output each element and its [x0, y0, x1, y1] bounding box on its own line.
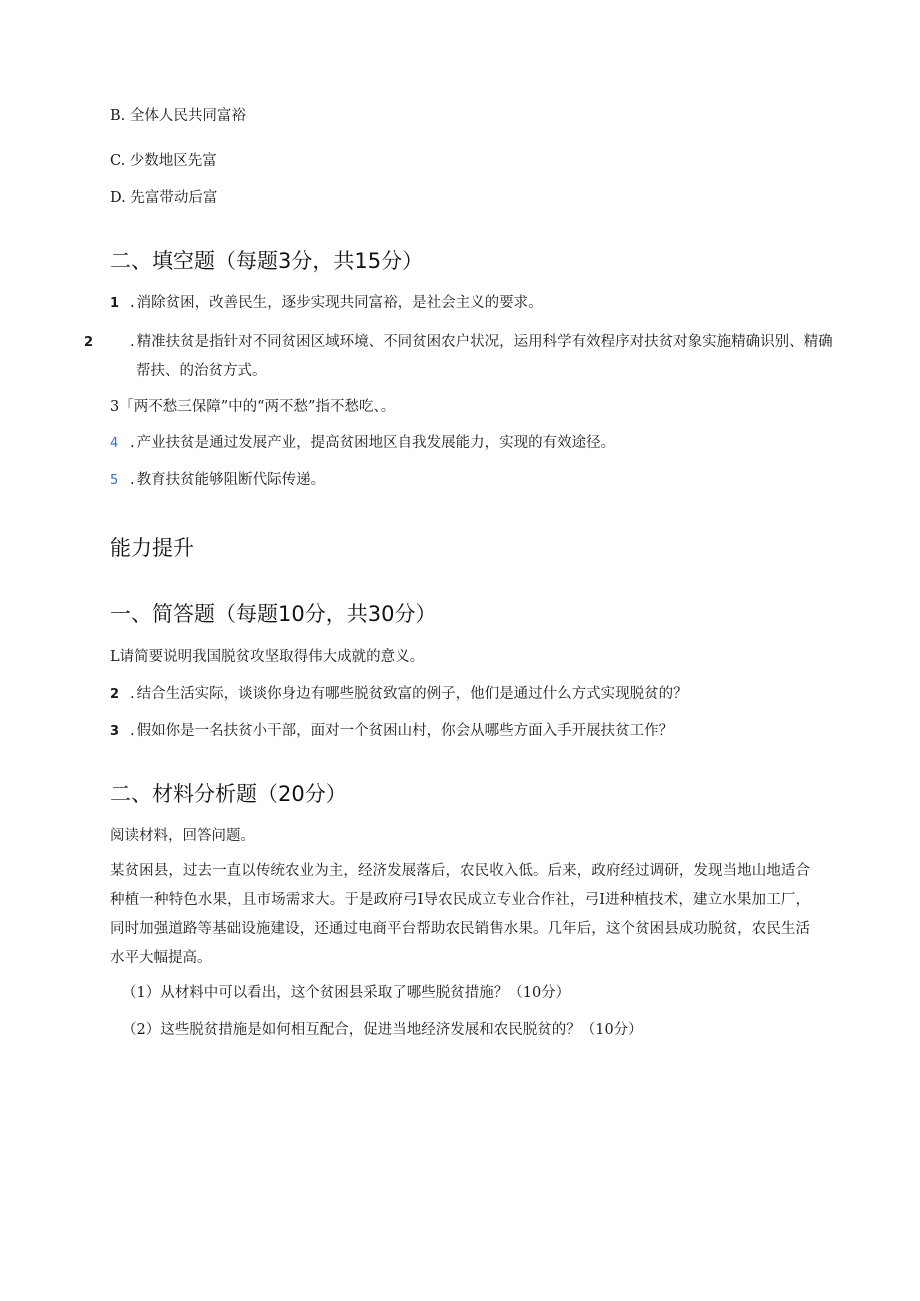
- material-instruction: 阅读材料，回答问题。: [110, 828, 255, 844]
- fill-blank-q4: [110, 433, 615, 454]
- material-passage: 某贫困县，过去一直以传统农业为主，经济发展落后，农民收入低。后来，政府经过调研，发现当地山地适合种植一种特色水果，且市场需求大。于是政府弓I导农民成立专业合作社，弓I进种植技术，建立水果加工厂，同时加强道路等基础设施建设，还通过电商平台帮助农民销售水果。几年后，这个贫困县成功脱贫，农民生活水平大幅提高。: [110, 863, 810, 966]
- question-number: 3: [110, 724, 120, 739]
- question-number: 4: [110, 436, 119, 451]
- question-text: 精准扶贫是指针对不同贫困区域环境、不同贫困农户状况，运用科学有效程序对扶贫对象实施精确识别、精确帮扶、的治贫方式。: [136, 334, 833, 379]
- option-d: D. 先富带动后富: [110, 190, 218, 206]
- dot: .: [130, 686, 135, 702]
- dot: .: [130, 334, 135, 350]
- material-heading: 二、材料分析题（20分）: [110, 782, 347, 806]
- question-text: 教育扶贫能够阻断代际传递。: [136, 472, 326, 488]
- dot: .: [130, 295, 135, 311]
- short-answer-q1: L请简要说明我国脱贫攻坚取得伟大成就的意义。: [110, 649, 425, 665]
- material-q1: （1）从材料中可以看出，这个贫困县采取了哪些脱贫措施？（10分）: [122, 985, 571, 1001]
- fill-blank-q3: 3「两不愁三保障”中的“两不愁”指不愁吃、。: [110, 399, 396, 415]
- question-text: 产业扶贫是通过发展产业，提高贫困地区自我发展能力，实现的有效途径。: [136, 435, 616, 451]
- question-text: 结合生活实际，谈谈你身边有哪些脱贫致富的例子，他们是通过什么方式实现脱贫的？: [136, 686, 688, 702]
- short-answer-q3: [110, 721, 673, 742]
- short-answer-q2: [110, 684, 688, 705]
- fill-blank-q2: [84, 328, 836, 386]
- option-c: C. 少数地区先富: [110, 153, 217, 169]
- fill-blank-heading: 二、填空题（每题3分，共15分）: [110, 249, 424, 273]
- fill-blank-q5: [110, 470, 325, 491]
- dot: .: [130, 472, 135, 488]
- short-answer-heading: 一、简答题（每题10分，共30分）: [110, 602, 437, 626]
- option-b: B. 全体人民共同富裕: [110, 108, 246, 124]
- dot: .: [130, 723, 135, 739]
- dot: .: [130, 435, 135, 451]
- question-number: 2: [110, 687, 120, 702]
- question-text: 假如你是一名扶贫小干部，面对一个贫困山村，你会从哪些方面入手开展扶贫工作？: [136, 723, 674, 739]
- fill-blank-q1: [110, 293, 543, 314]
- question-number: 5: [110, 473, 119, 488]
- material-q2: （2）这些脱贫措施是如何相互配合，促进当地经济发展和农民脱贫的？（10分）: [122, 1022, 643, 1038]
- question-number: 2: [84, 335, 94, 350]
- question-text: 消除贫困，改善民生，逐步实现共同富裕，是社会主义的要求。: [136, 295, 543, 311]
- ability-heading: 能力提升: [110, 536, 194, 560]
- question-number: 1: [110, 296, 120, 311]
